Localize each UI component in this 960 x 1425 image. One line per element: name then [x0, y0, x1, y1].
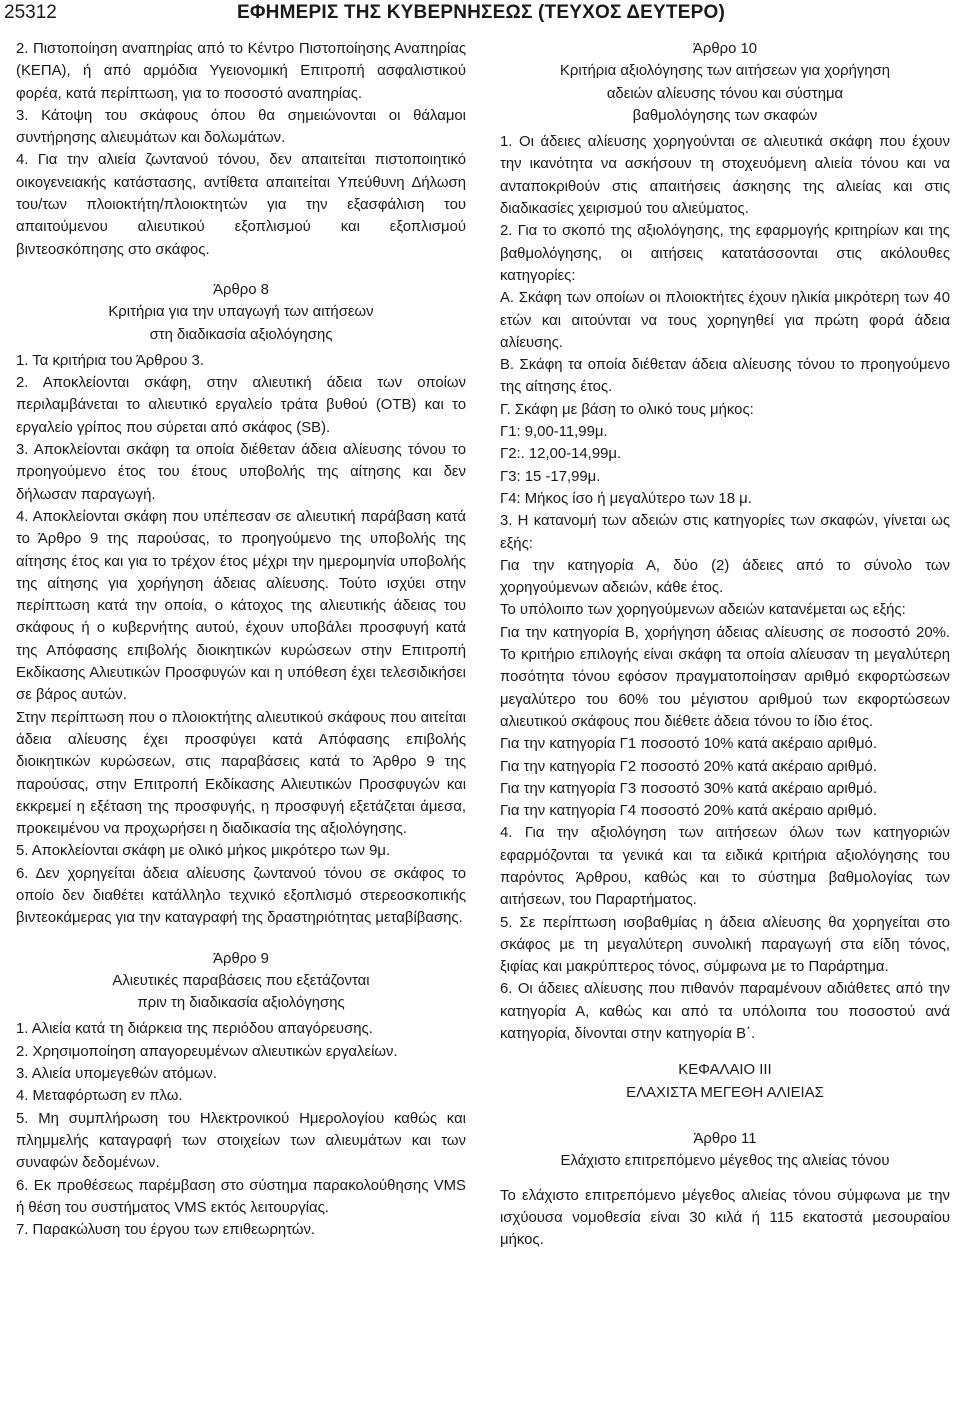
paragraph: Για την κατηγορία Γ1 ποσοστό 10% κατά ακέραιο αριθμό.	[500, 736, 877, 753]
article-subtitle: αδειών αλίευσης τόνου και σύστημα	[606, 85, 844, 102]
chapter-subtitle: ΕΛΑΧΙΣΤΑ ΜΕΓΕΘΗ ΑΛΙΕΙΑΣ	[626, 1084, 824, 1101]
article-title: Άρθρο 10	[692, 41, 758, 57]
chapter-3-heading	[500, 1059, 950, 1104]
paragraph: 5. Αποκλείονται σκάφη με ολικό μήκος μικρότερο των 9μ.	[16, 843, 391, 860]
article-title: Άρθρο 8	[213, 281, 269, 298]
article-8-heading	[16, 279, 466, 346]
paragraph: Β. Σκάφη τα οποία διέθεταν άδεια αλίευσης τόνου το προηγούμενο της αίτησης έτος.	[500, 357, 950, 396]
list-item: Γ2:. 12,00-14,99μ.	[500, 446, 622, 463]
list-item: Γ4: Μήκος ίσο ή μεγαλύτερο των 18 μ.	[500, 490, 752, 507]
article-11-heading	[500, 1128, 950, 1173]
right-column	[500, 38, 950, 1251]
list-item: 6. Εκ προθέσεως παρέμβαση στο σύστημα παρακολούθησης VMS ή θέση του συστήματος VMS εκτός λειτουργίας.	[16, 1177, 466, 1216]
paragraph: Το υπόλοιπο των χορηγούμενων αδειών κατανέμεται ως εξής:	[500, 602, 906, 619]
paragraph: Γ. Σκάφη με βάση το ολικό τους μήκος:	[500, 401, 754, 418]
article-subtitle: στη διαδικασία αξιολόγησης	[149, 326, 333, 343]
page-number: 25312	[4, 2, 57, 23]
paragraph: 2. Αποκλείονται σκάφη, στην αλιευτική άδεια των οποίων περιλαμβάνεται το αλιευτικό εργαλείο τράτα βυθού (ΟΤΒ) και το εργαλείο γρίπος που σύρεται από σκάφος (SB).	[16, 375, 466, 436]
article-subtitle: Κριτήρια αξιολόγησης των αιτήσεων για χορήγηση	[559, 63, 891, 80]
paragraph: Στην περίπτωση που ο πλοιοκτήτης αλιευτικού σκάφους που αιτείται άδεια αλίευσης έχει προσφύγει κατά Απόφασης επιβολής διοικητικών κυρώσεων, στις παραβάσεις κατά το Άρθρο 9 της παρούσας, στην Επιτροπή Εκδίκασης Αλιευτικών Προσφυγών και εκκρεμεί η εξέταση της προσφυγής, η προσφυγή εξετάζεται άμεσα, προκειμένου να προχωρήσει η διαδικασία της αξιολόγησης.	[16, 709, 466, 838]
paragraph: Για την κατηγορία Α, δύο (2) άδειες από το σύνολο των χορηγούμενων αδειών, κάθε έτος.	[500, 557, 950, 597]
paragraph: 3. Αποκλείονται σκάφη τα οποία διέθεταν άδεια αλίευσης τόνου το προηγούμενο έτος του έτους υποβολής της αίτησης και δεν δήλωσαν παραγωγή.	[16, 442, 466, 503]
article-subtitle: Ελάχιστο επιτρεπόμενο μέγεθος της αλιείας τόνου	[560, 1153, 890, 1170]
left-column	[16, 38, 466, 1241]
paragraph: Το ελάχιστο επιτρεπόμενο μέγεθος αλιείας τόνου σύμφωνα με την ισχύουσα νομοθεσία είναι 30 κιλά ή 115 εκατοστά μεσουραίου μήκος.	[500, 1187, 950, 1249]
paragraph: 4. Αποκλείονται σκάφη που υπέπεσαν σε αλιευτική παράβαση κατά το Άρθρο 9 της παρούσας, το προηγούμενο της υποβολής της αίτησης έτος και για το τρέχον έτος μέχρι την ημερομηνία υποβολής της αίτησης για χορήγηση άδειας αλίευσης. Τούτο ισχύει στην περίπτωση κατά την οποία, ο κάτοχος της αλιευτικής άδειας του σκάφους ή ο κυβερνήτης αυτού, έχουν υποβάλει προσφυγή κατά της Απόφασης επιβολής διοικητικών κυρώσεων στην Επιτροπή Εκδίκασης Αλιευτικών Προσφυγών και η υπόθεση έχει τελεσιδικήσει σε βάρος αυτών.	[16, 508, 466, 704]
article-subtitle: Κριτήρια για την υπαγωγή των αιτήσεων	[108, 304, 374, 321]
article-subtitle: Αλιευτικές παραβάσεις που εξετάζονται	[112, 972, 370, 989]
paragraph: Για την κατηγορία Γ4 ποσοστό 20% κατά ακέραιο αριθμό.	[500, 803, 877, 820]
paragraph: Για την κατηγορία Γ3 ποσοστό 30% κατά ακέραιο αριθμό.	[500, 780, 877, 797]
list-item: Γ1: 9,00-11,99μ.	[500, 424, 608, 441]
paragraph: 1. Οι άδειες αλίευσης χορηγούνται σε αλιευτικά σκάφη που έχουν την ικανότητα να ασκήσουν τη στοχευόμενη αλιεία τόνου και να ανταποκριθούν στις απαιτήσεις άσκησης της αλιείας και στις διαδικασίες χειρισμού του αλιεύματος.	[500, 134, 950, 218]
chapter-title: ΚΕΦΑΛΑΙΟ ΙΙΙ	[678, 1062, 772, 1079]
paragraph: 1. Τα κριτήρια του Άρθρου 3.	[16, 352, 204, 369]
list-item: 7. Παρακώλυση του έργου των επιθεωρητών.	[16, 1222, 316, 1239]
article-10-heading	[500, 38, 950, 127]
paragraph: Για την κατηγορία Β, χορήγηση άδειας αλίευσης σε ποσοστό 20%. Το κριτήριο επιλογής είναι σκάφη τα οποία αλίευσαν τη μεγαλύτερη ποσότητα τόνου εφόσον πραγματοποίησαν αριθμό εκφορτώσεων μεγαλύτερο του 60% του μέγιστου αριθμού των εκφορτώσεων αλιευτικού σκάφους που διέθετε άδεια τόνου το ίδιο έτος.	[500, 624, 950, 730]
paragraph: 3. Η κατανομή των αδειών στις κατηγορίες των σκαφών, γίνεται ως εξής:	[500, 513, 950, 552]
article-title: Άρθρο 11	[693, 1130, 757, 1147]
paragraph: 2. Για το σκοπό της αξιολόγησης, της εφαρμογής κριτηρίων και της βαθμολόγησης, οι αιτήσεις κατατάσσονται στις ακόλουθες κατηγορίες:	[500, 223, 950, 284]
paragraph: 4. Για την αλιεία ζωντανού τόνου, δεν απαιτείται πιστοποιητικό οικογενειακής κατάστασης, αντίθετα απαιτείται Υπεύθυνη Δήλωση του/των πλοιοκτήτη/πλοιοκτητών για την εξασφάλιση του απαιτούμενου αλιευτικού εξοπλισμού και εξοπλισμού βιντεοσκόπησης στο σκάφος.	[16, 152, 466, 258]
list-item: 1. Αλιεία κατά τη διάρκεια της περιόδου απαγόρευσης.	[16, 1021, 373, 1038]
paragraph: 3. Κάτοψη του σκάφους όπου θα σημειώνονται οι θάλαμοι συντήρησης αλιευμάτων και δολωμάτων.	[16, 107, 466, 147]
paragraph: 6. Οι άδειες αλίευσης που πιθανόν παραμένουν αδιάθετες από την κατηγορία Α, καθώς και από τα υπόλοιπα του ποσοστού ανά κατηγορία, δίνονται στην κατηγορία Β΄.	[500, 981, 950, 1043]
list-item: 3. Αλιεία υπομεγεθών ατόμων.	[16, 1066, 217, 1083]
paragraph: 5. Σε περίπτωση ισοβαθμίας η άδεια αλίευσης θα χορηγείται στο σκάφος με τη μεγαλύτερη συνολική παραγωγή στα είδη τόνος, ξιφίας και μακρύπτερος τόνος, σύμφωνα με το Παράρτημα.	[500, 914, 950, 976]
list-item: 2. Χρησιμοποίηση απαγορευμένων αλιευτικών εργαλείων.	[16, 1043, 398, 1060]
paragraph: Α. Σκάφη των οποίων οι πλοιοκτήτες έχουν ηλικία μικρότερη των 40 ετών και αιτούνται να τους χορηγηθεί για πρώτη φορά άδεια αλίευσης.	[500, 290, 950, 351]
paragraph: 6. Δεν χορηγείται άδεια αλίευσης ζωντανού τόνου σε σκάφος το οποίο δεν διαθέτει κατάλληλο τεχνικό εξοπλισμό στερεοσκοπικής βιντεοκάμερας για την καταγραφή της δραστηριότητας μεταβίβασης.	[16, 865, 466, 927]
article-title: Άρθρο 9	[213, 950, 269, 967]
paragraph: 2. Πιστοποίηση αναπηρίας από το Κέντρο Πιστοποίησης Αναπηρίας (ΚΕΠΑ), ή από αρμόδια Υγειονομική Επιτροπή ασφαλιστικού φορέα, κατά περίπτωση, για το ποσοστό αναπηρίας.	[16, 41, 466, 102]
paragraph: 4. Για την αξιολόγηση των αιτήσεων όλων των κατηγοριών εφαρμόζονται τα γενικά και τα ειδικά κριτήρια αξιολόγησης του παρόντος Άρθρου, καθώς και το σύστημα βαθμολογίας των αιτήσεων, του Παραρτήματος.	[500, 825, 950, 909]
article-subtitle: πριν τη διαδικασία αξιολόγησης	[137, 995, 345, 1012]
list-item: 5. Μη συμπλήρωση του Ηλεκτρονικού Ημερολογίου καθώς και πλημμελής καταγραφή των στοιχείων των αλιευμάτων και των συναφών δεδομένων.	[16, 1110, 466, 1172]
page-header	[0, 0, 960, 30]
list-item: Γ3: 15 -17,99μ.	[500, 468, 601, 485]
article-9-heading	[16, 948, 466, 1015]
article-subtitle: βαθμολόγησης των σκαφών	[632, 107, 818, 124]
journal-title: ΕΦΗΜΕΡΙΣ ΤΗΣ ΚΥΒΕΡΝΗΣΕΩΣ (ΤΕΥΧΟΣ ΔΕΥΤΕΡΟ)	[237, 2, 725, 23]
paragraph: Για την κατηγορία Γ2 ποσοστό 20% κατά ακέραιο αριθμό.	[500, 758, 877, 775]
list-item: 4. Μεταφόρτωση εν πλω.	[16, 1088, 183, 1105]
